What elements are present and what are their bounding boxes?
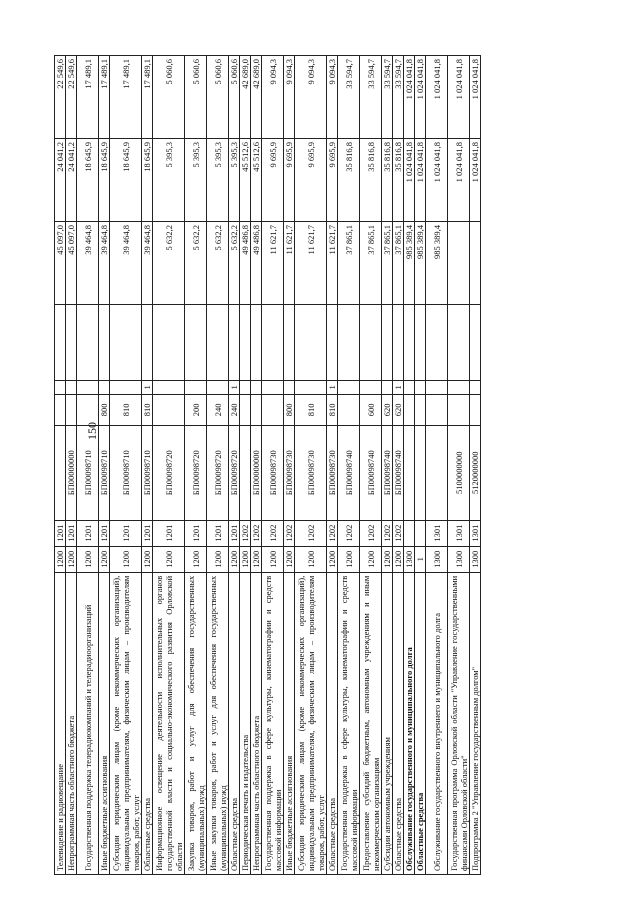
row-subsection-code: 1201 [77,520,99,546]
row-value-1: 49 486,8 [251,222,262,305]
row-subsection-code: 1202 [327,520,338,546]
row-target-article [404,425,415,520]
row-target-article: БП00098710 [110,425,142,520]
row-name: Областные средства [142,572,153,874]
row-empty-cell [185,304,207,380]
row-empty-cell [404,304,415,380]
table-row [77,56,99,875]
budget-table [54,55,481,875]
row-subsection-code: 1301 [426,520,448,546]
row-name: Обслуживание государственного и муниципального долга [404,572,415,874]
row-expense-type: 240 [207,395,229,426]
row-value-3: 5 060,6 [185,56,207,139]
row-name: Закупка товаров, работ и услуг для обеспечения государственных (муниципальных) нужд [185,572,207,874]
row-funding-source [251,380,262,394]
row-value-3: 1 024 041,8 [415,56,426,139]
budget-table-wrapper [54,55,504,875]
row-funding-source [99,380,110,394]
table-row [229,56,240,875]
row-name: Иные закупки товаров, работ и услуг для обеспечения государственных (муниципальных) нужд [207,572,229,874]
row-value-1: 49 486,8 [240,222,251,305]
row-target-article: БП00098710 [77,425,99,520]
row-value-2: 35 816,8 [338,139,360,222]
row-value-2: 45 512,6 [251,139,262,222]
row-empty-cell [426,304,448,380]
row-section-code: 1200 [327,546,338,572]
row-name: Областные средства [393,572,404,874]
row-section-code: 1200 [295,546,327,572]
row-empty-cell [262,304,284,380]
row-target-article: 5100000000 [448,425,470,520]
row-funding-source [207,380,229,394]
row-value-1: 37 865,1 [360,222,382,305]
row-funding-source [55,380,66,394]
row-target-article: БП00098720 [153,425,185,520]
row-value-3: 9 094,3 [327,56,338,139]
row-subsection-code: 1202 [240,520,251,546]
row-name: Непрограммная часть областного бюджета [251,572,262,874]
row-expense-type [77,395,99,426]
row-funding-source [415,380,426,394]
row-target-article: БП00098730 [262,425,284,520]
row-expense-type [426,395,448,426]
row-value-1: 985 389,4 [415,222,426,305]
row-funding-source [262,380,284,394]
row-empty-cell [240,304,251,380]
row-value-1: 39 464,8 [77,222,99,305]
row-empty-cell [448,304,470,380]
table-row [295,56,327,875]
row-subsection-code [415,520,426,546]
row-value-1: 5 632,2 [229,222,240,305]
row-expense-type [415,395,426,426]
row-empty-cell [382,304,393,380]
row-value-2: 9 695,9 [295,139,327,222]
row-expense-type: 810 [142,395,153,426]
row-value-3: 5 060,6 [229,56,240,139]
row-value-1: 985 389,4 [404,222,415,305]
row-subsection-code: 1202 [284,520,295,546]
row-section-code: 1300 [426,546,448,572]
row-funding-source [110,380,142,394]
row-value-2: 35 816,8 [393,139,404,222]
row-value-2: 45 512,6 [240,139,251,222]
row-funding-source [66,380,77,394]
table-row [426,56,448,875]
row-section-code: 1200 [338,546,360,572]
row-expense-type [262,395,284,426]
row-name: Телевидение и радиовещание [55,572,66,874]
table-row [66,56,77,875]
row-value-1: 5 632,2 [185,222,207,305]
row-section-code: 1200 [77,546,99,572]
row-name: Областные средства [229,572,240,874]
row-expense-type [338,395,360,426]
row-value-2: 1 024 041,8 [470,139,481,222]
row-empty-cell [251,304,262,380]
row-name: Непрограммная часть областного бюджета [66,572,77,874]
row-value-1: 11 621,7 [327,222,338,305]
row-subsection-code [404,520,415,546]
row-target-article: БП00098720 [207,425,229,520]
table-row [393,56,404,875]
row-value-1: 37 865,1 [393,222,404,305]
row-target-article [415,425,426,520]
row-funding-source [240,380,251,394]
row-value-2: 1 024 041,8 [415,139,426,222]
row-value-1 [470,222,481,305]
row-value-1: 37 865,1 [338,222,360,305]
row-name: Иные бюджетные ассигнования [99,572,110,874]
row-empty-cell [142,304,153,380]
row-name: Субсидии юридическим лицам (кроме некоммерческих организаций), индивидуальным предпринимателям, физическим лицам – производителям товаров, работ, услуг [110,572,142,874]
row-target-article [240,425,251,520]
row-subsection-code: 1201 [142,520,153,546]
row-section-code: 1200 [262,546,284,572]
row-value-2: 9 695,9 [327,139,338,222]
row-empty-cell [284,304,295,380]
table-row [415,56,426,875]
row-subsection-code: 1301 [448,520,470,546]
row-value-3: 22 549,6 [66,56,77,139]
row-name: Подпрограмма 2 "Управление государственным долгом" [470,572,481,874]
row-value-2: 18 645,9 [110,139,142,222]
row-section-code: 1200 [110,546,142,572]
row-funding-source [360,380,382,394]
row-subsection-code: 1202 [262,520,284,546]
row-empty-cell [99,304,110,380]
row-name: Государственная поддержка в сфере культуры, кинематографии и средств массовой информации [338,572,360,874]
row-subsection-code: 1201 [110,520,142,546]
row-name: Государственная поддержка в сфере культуры, кинематографии и средств массовой информации [262,572,284,874]
table-row [142,56,153,875]
table-row [448,56,470,875]
row-section-code: 1200 [185,546,207,572]
row-value-1: 39 464,8 [99,222,110,305]
table-row [240,56,251,875]
row-section-code: 1200 [142,546,153,572]
row-section-code: 1200 [207,546,229,572]
row-value-1: 45 097,0 [66,222,77,305]
table-row [404,56,415,875]
row-section-code: 1200 [229,546,240,572]
row-value-2: 24 041,2 [55,139,66,222]
row-funding-source [470,380,481,394]
row-empty-cell [295,304,327,380]
row-empty-cell [327,304,338,380]
row-name: Областные средства [415,572,426,874]
row-value-3: 1 024 041,8 [426,56,448,139]
row-subsection-code: 1202 [360,520,382,546]
row-value-1: 5 632,2 [153,222,185,305]
row-empty-cell [55,304,66,380]
row-name: Информационное освещение деятельности исполнительных органов государственной власти и социально-экономического развития Орловской области [153,572,185,874]
row-section-code: 1200 [360,546,382,572]
row-value-1 [448,222,470,305]
row-value-3: 9 094,3 [262,56,284,139]
row-expense-type: 800 [99,395,110,426]
row-value-3: 17 489,1 [142,56,153,139]
row-value-2: 9 695,9 [284,139,295,222]
row-section-code: 1300 [448,546,470,572]
row-subsection-code: 1202 [338,520,360,546]
row-value-2: 18 645,9 [99,139,110,222]
row-value-2: 35 816,8 [360,139,382,222]
table-row [382,56,393,875]
row-name: Обслуживание государственного внутреннего и муниципального долга [426,572,448,874]
row-funding-source [284,380,295,394]
row-name: Субсидии автономным учреждениям [382,572,393,874]
row-empty-cell [207,304,229,380]
row-target-article: БП00098740 [360,425,382,520]
row-expense-type [66,395,77,426]
table-row [360,56,382,875]
row-value-1: 5 632,2 [207,222,229,305]
row-value-3: 33 594,7 [393,56,404,139]
row-empty-cell [77,304,99,380]
row-subsection-code: 1202 [393,520,404,546]
row-value-2: 1 024 041,8 [448,139,470,222]
page-number: 150 [85,422,99,440]
row-expense-type: 620 [393,395,404,426]
row-value-3: 33 594,7 [338,56,360,139]
row-expense-type: 620 [382,395,393,426]
row-funding-source [426,380,448,394]
row-value-2: 5 395,3 [153,139,185,222]
row-target-article: БП00098720 [185,425,207,520]
row-value-3: 1 024 041,8 [404,56,415,139]
row-section-code: 1300 [470,546,481,572]
row-target-article: БП00098740 [382,425,393,520]
table-row [185,56,207,875]
row-expense-type: 810 [295,395,327,426]
row-funding-source: 1 [229,380,240,394]
table-row [251,56,262,875]
row-value-1: 985 389,4 [426,222,448,305]
row-name: Государственная поддержка телерадиокомпаний и телерадиоорганизаций [77,572,99,874]
table-row [470,56,481,875]
row-section-code: 1 [415,546,426,572]
row-value-2: 18 645,9 [142,139,153,222]
row-value-2: 35 816,8 [382,139,393,222]
row-value-1: 39 464,8 [110,222,142,305]
row-empty-cell [393,304,404,380]
row-subsection-code: 1201 [229,520,240,546]
row-name: Областные средства [327,572,338,874]
row-expense-type [404,395,415,426]
row-value-3: 5 060,6 [207,56,229,139]
row-target-article [426,425,448,520]
row-subsection-code: 1201 [153,520,185,546]
row-name: Государственная программа Орловской области "Управление государственными финансами Орловской области" [448,572,470,874]
row-target-article: БП00098730 [327,425,338,520]
row-target-article: БП00098710 [99,425,110,520]
table-row [55,56,66,875]
row-section-code: 1200 [251,546,262,572]
row-value-3: 42 689,0 [251,56,262,139]
row-section-code: 1200 [66,546,77,572]
row-subsection-code: 1301 [470,520,481,546]
row-funding-source [77,380,99,394]
row-target-article: БП00098740 [338,425,360,520]
row-expense-type [153,395,185,426]
row-empty-cell [229,304,240,380]
row-subsection-code: 1201 [185,520,207,546]
row-value-2: 5 395,3 [229,139,240,222]
row-expense-type: 800 [284,395,295,426]
row-value-2: 18 645,9 [77,139,99,222]
row-value-1: 11 621,7 [284,222,295,305]
row-value-3: 22 549,6 [55,56,66,139]
row-value-2: 9 695,9 [262,139,284,222]
row-value-3: 33 594,7 [382,56,393,139]
row-value-1: 45 097,0 [55,222,66,305]
row-value-3: 33 594,7 [360,56,382,139]
row-value-3: 1 024 041,8 [448,56,470,139]
row-subsection-code: 1201 [66,520,77,546]
row-empty-cell [470,304,481,380]
row-funding-source: 1 [327,380,338,394]
row-target-article: 5120000000 [470,425,481,520]
row-target-article: БП00000000 [251,425,262,520]
row-expense-type [448,395,470,426]
row-value-2: 24 041,2 [66,139,77,222]
row-funding-source [338,380,360,394]
row-section-code: 1200 [393,546,404,572]
row-target-article [55,425,66,520]
row-funding-source [153,380,185,394]
row-expense-type: 810 [110,395,142,426]
row-empty-cell [415,304,426,380]
table-row [207,56,229,875]
row-expense-type [240,395,251,426]
row-empty-cell [360,304,382,380]
row-empty-cell [110,304,142,380]
row-subsection-code: 1202 [382,520,393,546]
row-target-article: БП00098740 [393,425,404,520]
row-expense-type: 600 [360,395,382,426]
row-section-code: 1200 [382,546,393,572]
row-target-article: БП00098710 [142,425,153,520]
row-expense-type: 810 [327,395,338,426]
row-expense-type: 200 [185,395,207,426]
row-expense-type [251,395,262,426]
row-target-article: БП00000000 [66,425,77,520]
row-funding-source [185,380,207,394]
row-funding-source [382,380,393,394]
table-row [327,56,338,875]
row-expense-type [470,395,481,426]
row-value-2: 1 024 041,8 [404,139,415,222]
row-value-1: 11 621,7 [295,222,327,305]
row-value-1: 37 865,1 [382,222,393,305]
row-value-2: 5 395,3 [185,139,207,222]
row-funding-source: 1 [142,380,153,394]
row-empty-cell [66,304,77,380]
row-value-2: 1 024 041,8 [426,139,448,222]
row-value-3: 5 060,6 [153,56,185,139]
row-expense-type [55,395,66,426]
row-target-article: БП00098730 [284,425,295,520]
row-value-1: 11 621,7 [262,222,284,305]
row-section-code: 1200 [55,546,66,572]
table-body [55,56,481,875]
row-section-code: 1200 [284,546,295,572]
table-row [284,56,295,875]
row-name: Субсидии юридическим лицам (кроме некоммерческих организаций), индивидуальным предпринимателям, физическим лицам – производителям товаров, работ, услуг [295,572,327,874]
row-value-3: 42 689,0 [240,56,251,139]
row-subsection-code: 1202 [251,520,262,546]
row-value-3: 17 489,1 [110,56,142,139]
table-row [262,56,284,875]
row-name: Периодическая печать и издательства [240,572,251,874]
row-section-code: 1200 [99,546,110,572]
table-row [338,56,360,875]
row-target-article: БП00098730 [295,425,327,520]
row-empty-cell [338,304,360,380]
row-value-3: 17 489,1 [77,56,99,139]
row-name: Иные бюджетные ассигнования [284,572,295,874]
row-subsection-code: 1201 [99,520,110,546]
table-row [110,56,142,875]
row-value-3: 1 024 041,8 [470,56,481,139]
row-funding-source [404,380,415,394]
row-value-3: 9 094,3 [284,56,295,139]
row-funding-source [448,380,470,394]
row-section-code: 1200 [240,546,251,572]
row-subsection-code: 1201 [55,520,66,546]
row-section-code: 1300 [404,546,415,572]
row-funding-source: 1 [393,380,404,394]
row-name: Предоставление субсидий бюджетным, автономным учреждениям и иным некоммерческим организациям [360,572,382,874]
row-expense-type: 240 [229,395,240,426]
row-empty-cell [153,304,185,380]
row-section-code: 1200 [153,546,185,572]
row-subsection-code: 1202 [295,520,327,546]
row-value-1: 39 464,8 [142,222,153,305]
table-row [99,56,110,875]
row-funding-source [295,380,327,394]
row-value-2: 5 395,3 [207,139,229,222]
row-target-article: БП00098720 [229,425,240,520]
table-row [153,56,185,875]
row-value-3: 9 094,3 [295,56,327,139]
row-subsection-code: 1201 [207,520,229,546]
row-value-3: 17 489,1 [99,56,110,139]
